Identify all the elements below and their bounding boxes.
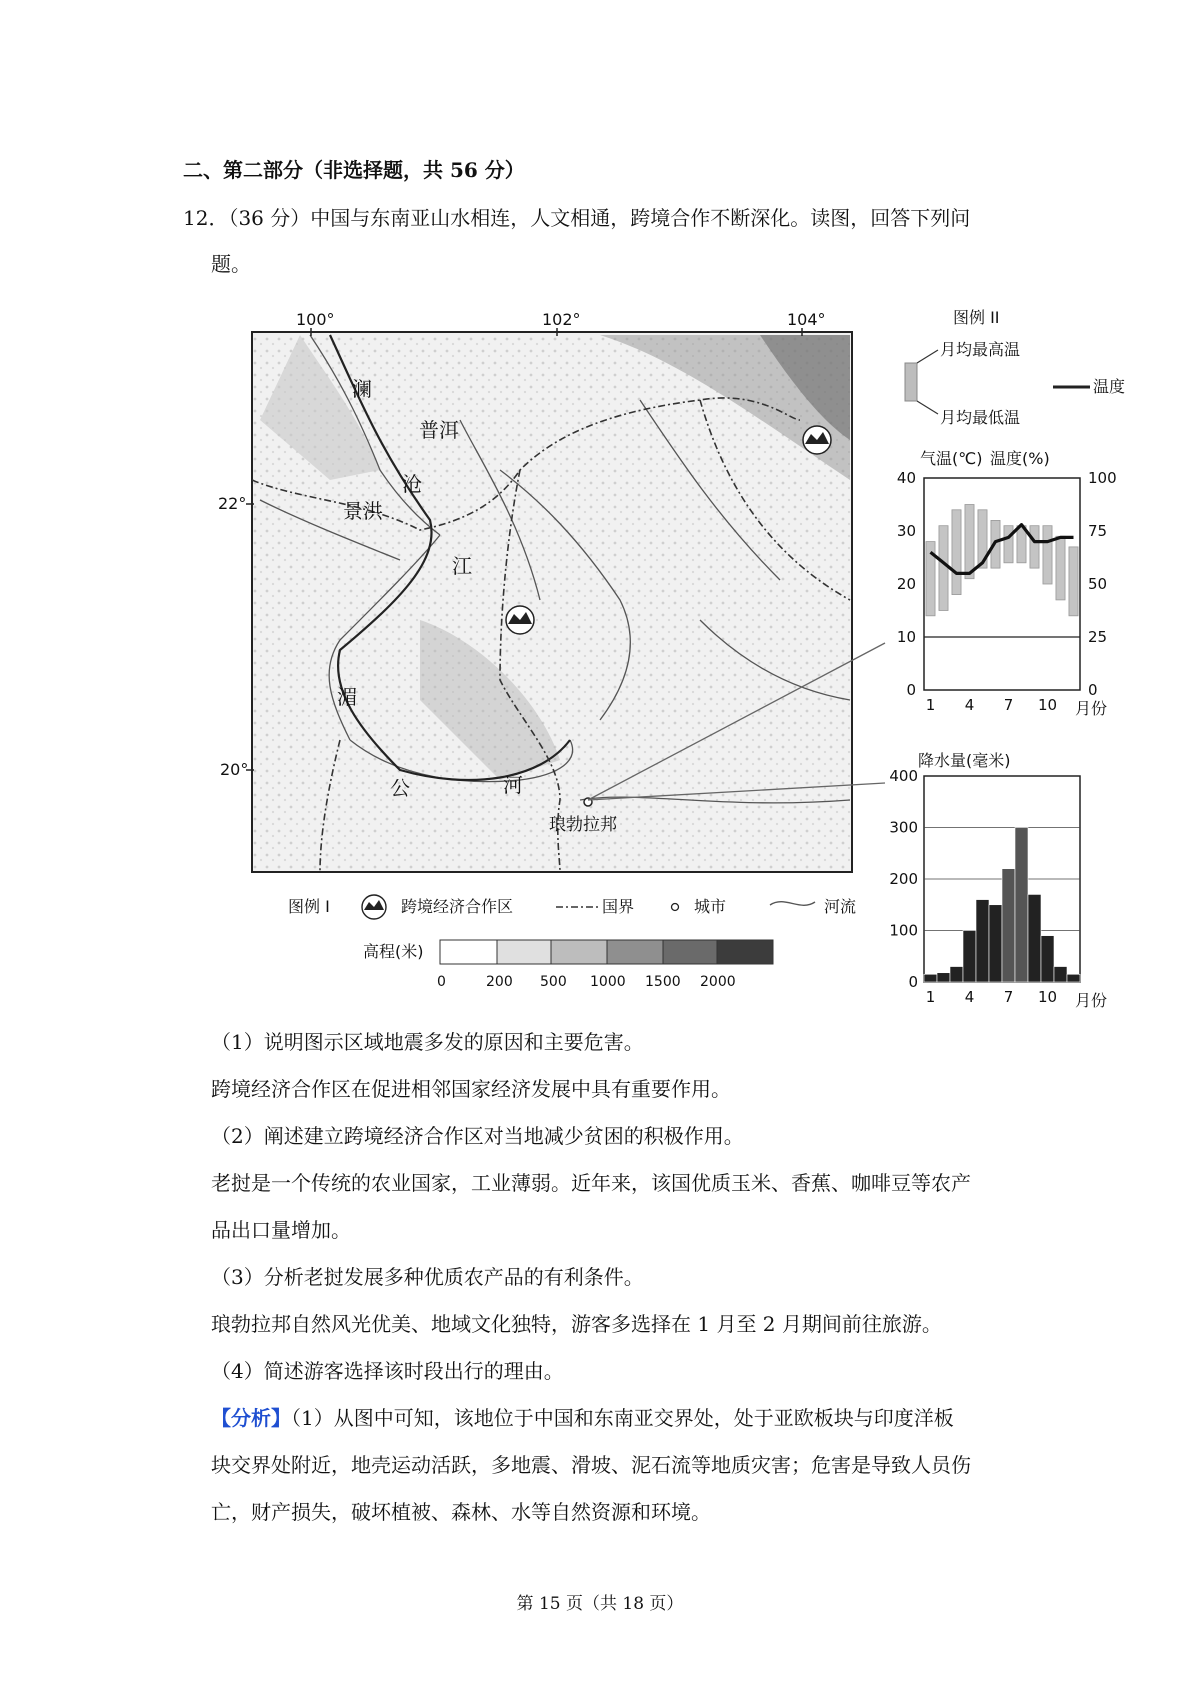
legend2-min: 月均最低温 xyxy=(940,408,1021,427)
subquestion-1: （1）说明图示区域地震多发的原因和主要危害。 xyxy=(211,1030,644,1054)
temperature-chart xyxy=(897,449,1117,718)
humidity-ytick: 75 xyxy=(1088,522,1108,540)
humidity-ytick: 25 xyxy=(1088,628,1108,646)
temp-xunit: 月份 xyxy=(1075,699,1108,718)
temp-range-bar xyxy=(1030,526,1039,568)
precip-bar xyxy=(950,967,963,982)
temp-ytick: 30 xyxy=(896,522,916,540)
lon-label-102: 102° xyxy=(542,310,581,329)
temp-range-bar xyxy=(952,510,961,595)
precip-bar xyxy=(1002,869,1015,982)
temp-xtick: 1 xyxy=(925,696,936,714)
precip-bar xyxy=(1028,894,1041,982)
precip-ytick: 0 xyxy=(908,973,918,991)
subquestion-2: （2）阐述建立跨境经济合作区对当地减少贫困的积极作用。 xyxy=(211,1124,744,1148)
section-title: 二、第二部分（非选择题，共 56 分） xyxy=(183,158,525,182)
precip-bar xyxy=(1054,967,1067,982)
precip-bar xyxy=(1015,828,1028,983)
precip-bar xyxy=(963,931,976,983)
humidity-ytick: 0 xyxy=(1088,681,1098,699)
precip-ytick: 200 xyxy=(889,870,918,888)
analysis-label: 【分析】 xyxy=(211,1406,291,1430)
label-jiang: 江 xyxy=(452,554,472,578)
humidity-ytick: 50 xyxy=(1088,575,1108,593)
elevation-scale xyxy=(440,940,773,964)
legend1-city: 城市 xyxy=(694,897,727,916)
precip-ytick: 400 xyxy=(889,767,918,785)
elev-tick-0: 0 xyxy=(437,974,446,990)
legend2-title: 图例 II xyxy=(953,308,1000,327)
temp-ytick: 40 xyxy=(896,469,916,487)
temp-ylabel: 气温(℃) xyxy=(920,449,983,468)
paragraph-1: 跨境经济合作区在促进相邻国家经济发展中具有重要作用。 xyxy=(211,1077,731,1101)
subquestion-3: （3）分析老挝发展多种优质农产品的有利条件。 xyxy=(211,1265,644,1289)
lon-label-104: 104° xyxy=(787,310,826,329)
lon-label-100: 100° xyxy=(296,310,335,329)
humidity-ylabel: 温度(%) xyxy=(990,449,1050,468)
map xyxy=(218,310,885,872)
precip-bar xyxy=(924,974,937,982)
temp-xtick: 10 xyxy=(1037,696,1058,714)
temp-range-bar xyxy=(1004,526,1013,563)
economic-zone-icon xyxy=(506,606,534,634)
question-stem-line2: 题。 xyxy=(211,252,251,276)
paragraph-2a: 老挝是一个传统的农业国家，工业薄弱。近年来，该国优质玉米、香蕉、咖啡豆等农产 xyxy=(211,1171,971,1195)
label-puer: 普洱 xyxy=(419,418,459,442)
analysis-text-1: （1）从图中可知，该地位于中国和东南亚交界处，处于亚欧板块与印度洋板 xyxy=(291,1406,954,1430)
humidity-ytick: 100 xyxy=(1088,469,1117,487)
precip-ylabel: 降水量(毫米) xyxy=(918,751,1011,770)
paragraph-2b: 品出口量增加。 xyxy=(211,1218,351,1242)
legend-1 xyxy=(288,895,856,990)
legend1-title: 图例 I xyxy=(288,897,330,916)
paragraph-3: 琅勃拉邦自然风光优美、地域文化独特，游客多选择在 1 月至 2 月期间前往旅游。 xyxy=(211,1312,942,1336)
label-lan: 澜 xyxy=(352,377,372,401)
legend-2 xyxy=(905,308,1125,427)
elevation-title: 高程(米) xyxy=(363,942,424,961)
question-stem-line1: 12．（36 分）中国与东南亚山水相连，人文相通，跨境合作不断深化。读图，回答下列问 xyxy=(183,206,971,230)
label-jinghong: 景洪 xyxy=(343,499,383,523)
label-cang: 沧 xyxy=(402,472,422,496)
precip-ytick: 100 xyxy=(889,921,918,940)
label-luang-prabang: 琅勃拉邦 xyxy=(549,815,617,835)
economic-zone-icon xyxy=(803,426,831,454)
lat-label-22: 22° xyxy=(218,494,247,513)
legend1-river: 河流 xyxy=(824,897,857,916)
elev-tick-1500: 1500 xyxy=(645,974,681,990)
page-footer: 第 15 页（共 18 页） xyxy=(516,1594,684,1614)
precip-xtick: 4 xyxy=(964,988,975,1006)
legend2-humid: 温度 xyxy=(1093,377,1126,396)
analysis-line2: 块交界处附近，地壳运动活跃，多地震、滑坡、泥石流等地质灾害；危害是导致人员伤 xyxy=(211,1453,971,1477)
precip-xunit: 月份 xyxy=(1075,991,1108,1010)
precip-bar xyxy=(1041,936,1054,982)
elev-tick-500: 500 xyxy=(540,974,567,990)
subquestion-4: （4）简述游客选择该时段出行的理由。 xyxy=(211,1359,564,1383)
temp-ytick: 10 xyxy=(896,628,916,646)
precip-bar xyxy=(937,973,950,982)
temp-range-bar xyxy=(1056,536,1065,600)
label-mei: 湄 xyxy=(337,685,357,709)
temp-range-bar-icon xyxy=(905,363,917,401)
economic-zone-icon xyxy=(362,895,386,919)
legend2-max: 月均最高温 xyxy=(940,340,1021,359)
label-gong: 公 xyxy=(390,776,410,800)
legend1-border: 国界 xyxy=(602,897,635,916)
temp-xtick: 4 xyxy=(964,696,975,714)
temp-ytick: 0 xyxy=(906,681,916,699)
analysis-line3: 亡，财产损失，破坏植被、森林、水等自然资源和环境。 xyxy=(211,1500,711,1524)
temp-xtick: 7 xyxy=(1003,696,1014,714)
city-dot-icon xyxy=(672,904,679,911)
precip-bar xyxy=(1067,974,1080,982)
precip-bar xyxy=(989,905,1002,982)
precip-xtick: 10 xyxy=(1037,988,1058,1006)
elev-tick-2000: 2000 xyxy=(700,974,736,990)
temp-range-bar xyxy=(1069,547,1078,616)
river-line-icon xyxy=(770,902,815,906)
precip-ytick: 300 xyxy=(889,818,918,837)
precip-bar xyxy=(976,900,989,982)
elev-tick-200: 200 xyxy=(486,974,513,990)
precip-xtick: 1 xyxy=(925,988,936,1006)
lat-label-20: 20° xyxy=(220,760,249,779)
temp-range-bar xyxy=(1043,526,1052,584)
legend1-zone: 跨境经济合作区 xyxy=(401,897,514,916)
precip-xtick: 7 xyxy=(1003,988,1014,1006)
label-he: 河 xyxy=(503,773,523,797)
temp-ytick: 20 xyxy=(896,575,916,593)
analysis-line1 xyxy=(211,1406,954,1430)
temp-range-bar xyxy=(939,526,948,611)
temp-range-bar xyxy=(965,505,974,579)
elev-tick-1000: 1000 xyxy=(590,974,626,990)
precipitation-chart xyxy=(889,751,1107,1010)
